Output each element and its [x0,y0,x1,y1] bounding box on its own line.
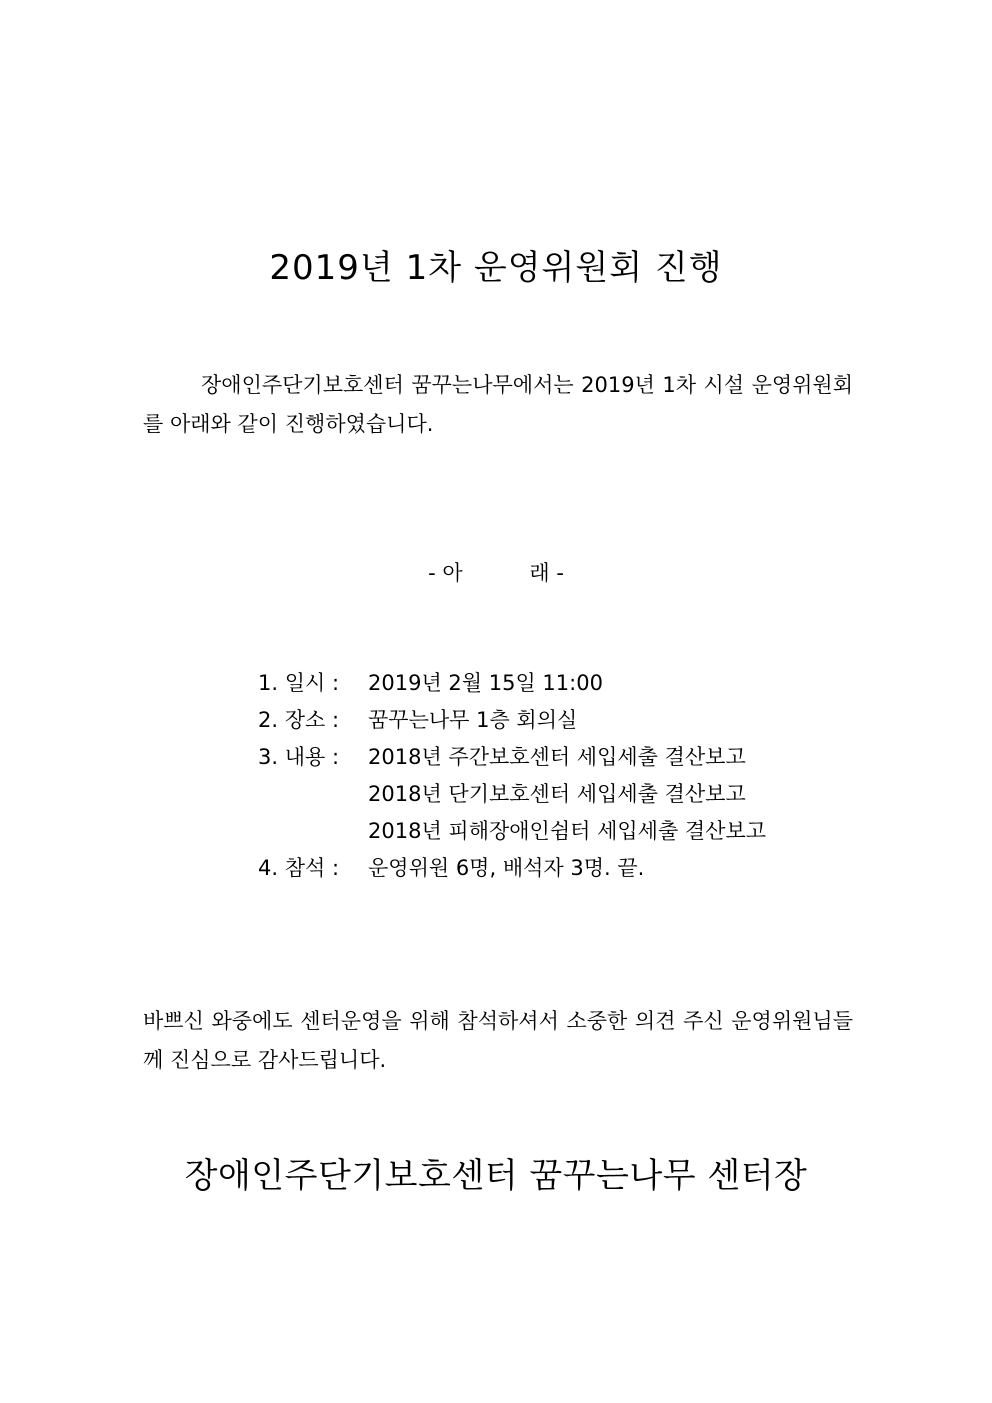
detail-value: 2018년 피해장애인쉼터 세입세출 결산보고 [368,819,767,843]
detail-value: 운영위원 6명, 배석자 3명. 끝. [368,856,645,880]
detail-label: 2. 장소 : [258,708,340,732]
detail-label: 3. 내용 : [258,745,340,769]
detail-label [258,776,368,813]
details-list [258,665,898,887]
detail-label: 1. 일시 : [258,671,340,695]
detail-row-place [258,702,898,739]
detail-value: 2018년 단기보호센터 세입세출 결산보고 [368,782,746,806]
detail-row-content-3 [258,813,898,850]
detail-row-content-2 [258,776,898,813]
document-title: 2019년 1차 운영위원회 진행 [269,248,723,288]
intro-paragraph: 장애인주단기보호센터 꿈꾸는나무에서는 2019년 1차 시설 운영위원회를 아래와 같이 진행하였습니다. [143,373,853,436]
detail-row-date [258,665,898,702]
notice-heading: - 아 래 - [428,561,564,585]
closing-paragraph: 바쁘신 와중에도 센터운영을 위해 참석하셔서 소중한 의견 주신 운영위원님들께 진심으로 감사드립니다. [143,1009,853,1072]
detail-value: 2018년 주간보호센터 세입세출 결산보고 [368,745,746,769]
detail-row-content [258,739,898,776]
detail-value: 2019년 2월 15일 11:00 [368,671,603,695]
detail-label: 4. 참석 : [258,856,340,880]
detail-label [258,813,368,850]
detail-value: 꿈꾸는나무 1층 회의실 [368,708,578,732]
signature-line: 장애인주단기보호센터 꿈꾸는나무 센터장 [184,1156,808,1196]
detail-row-attendees [258,850,898,887]
